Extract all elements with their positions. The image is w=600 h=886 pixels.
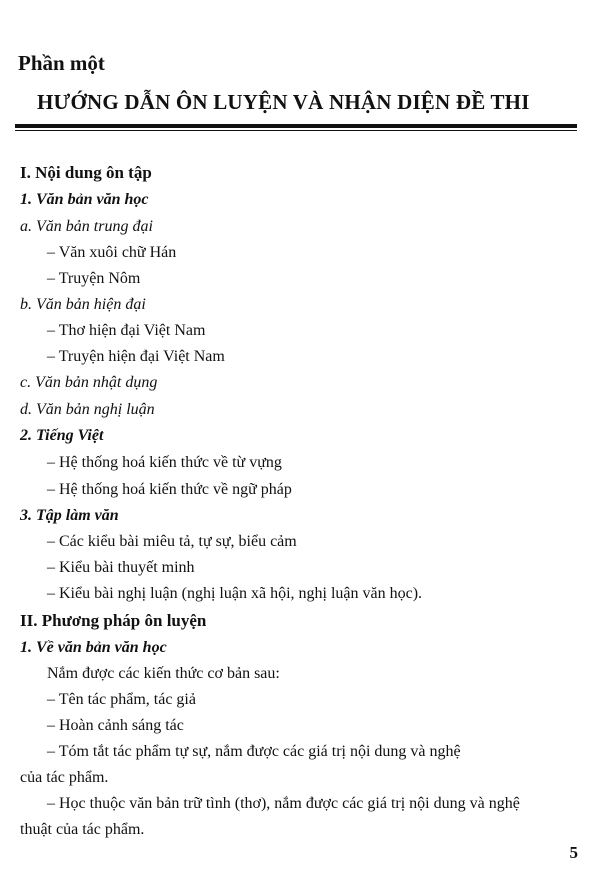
category-heading: a. Văn bản trung đại [20,218,153,235]
page-number: 5 [569,843,578,862]
part-title: HƯỚNG DẪN ÔN LUYỆN VÀ NHẬN DIỆN ĐỀ THI [37,90,530,114]
subsection-heading: 2. Tiếng Việt [20,427,104,444]
list-item: – Thơ hiện đại Việt Nam [47,322,206,339]
section-heading: I. Nội dung ôn tập [20,163,152,182]
category-heading: b. Văn bản hiện đại [20,296,146,313]
category-heading: d. Văn bản nghị luận [20,401,155,418]
part-label: Phần một [18,51,105,75]
list-item: – Tên tác phẩm, tác giả [47,691,196,708]
list-item: – Hệ thống hoá kiến thức về ngữ pháp [47,481,292,498]
list-item: – Hệ thống hoá kiến thức về từ vựng [47,454,282,471]
list-item: – Truyện hiện đại Việt Nam [47,348,225,365]
list-item: – Văn xuôi chữ Hán [47,244,177,261]
subsection-heading: 1. Về văn bản văn học [20,639,167,656]
section-heading: II. Phương pháp ôn luyện [20,611,207,630]
list-item: – Kiểu bài thuyết minh [47,559,195,576]
list-item: – Các kiểu bài miêu tả, tự sự, biểu cảm [47,533,297,550]
title-divider-thin [15,130,577,131]
paragraph-line: Nắm được các kiến thức cơ bản sau: [47,665,280,682]
paragraph-line: thuật của tác phẩm. [20,821,145,838]
list-item: – Hoàn cảnh sáng tác [47,717,184,734]
subsection-heading: 3. Tập làm văn [20,507,119,524]
list-item: – Kiểu bài nghị luận (nghị luận xã hội, nghị luận văn học). [47,585,423,602]
list-item: – Truyện Nôm [47,270,141,287]
paragraph-line: – Học thuộc văn bản trữ tình (thơ), nắm được các giá trị nội dung và nghệ [47,795,520,812]
paragraph-line: – Tóm tắt tác phẩm tự sự, nắm được các giá trị nội dung và nghệ [47,743,461,760]
subsection-heading: 1. Văn bản văn học [20,191,149,208]
paragraph-line: của tác phẩm. [20,769,109,786]
title-divider-thick [15,124,577,128]
category-heading: c. Văn bản nhật dụng [20,374,158,391]
